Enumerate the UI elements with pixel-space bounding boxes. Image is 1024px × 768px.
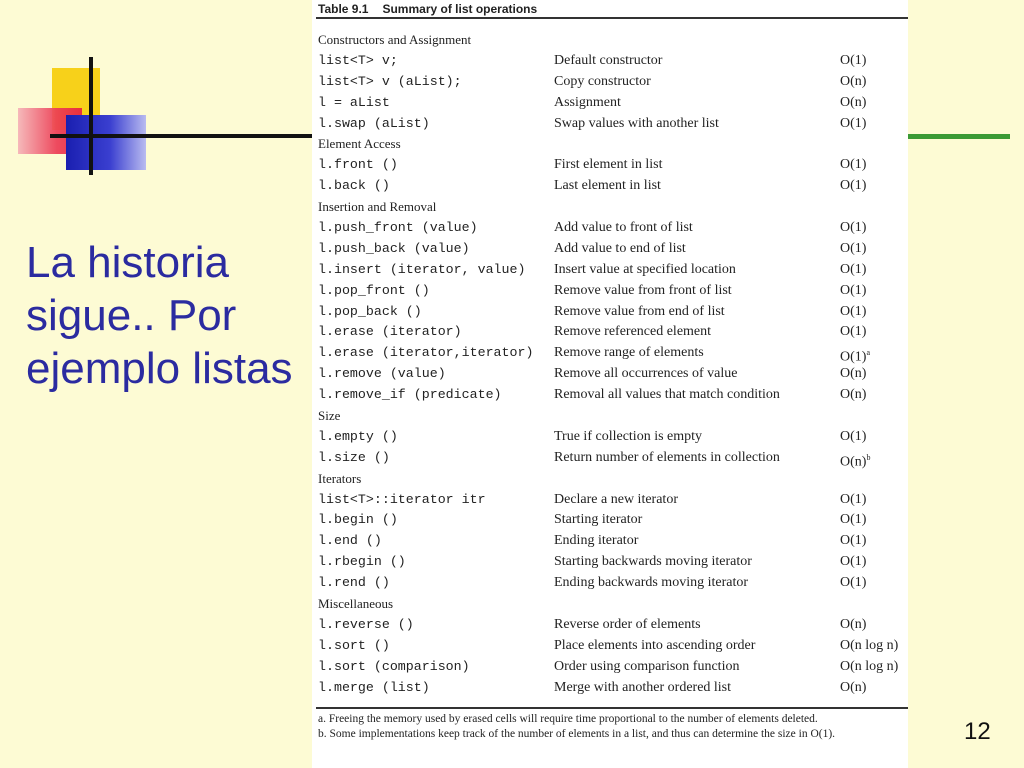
complexity-cell [840,615,866,636]
table-title [318,2,537,16]
operation-cell: l.empty () [318,428,398,444]
description-cell: Default constructor [554,52,663,68]
description-cell: Ending iterator [554,533,639,549]
operation-cell: l = aList [318,94,390,110]
table-row [318,281,908,302]
complexity-cell [840,678,866,699]
table-row [318,239,908,260]
description-cell: First element in list [554,157,663,173]
operation-cell: l.remove (value) [318,366,446,382]
operation-cell: l.sort () [318,637,390,653]
description-cell: Starting backwards moving iterator [554,554,752,570]
complexity-value: O(n log n) [840,658,899,674]
operation-cell: l.back () [318,178,390,194]
description-cell: Ending backwards moving iterator [554,575,749,591]
table-row [318,322,908,343]
table-row [318,114,908,135]
description-cell: Remove range of elements [554,345,704,361]
table-row [318,427,908,448]
complexity-cell [840,51,866,72]
complexity-value: O(1) [840,575,867,591]
table-row [318,678,908,699]
table-row [318,176,908,197]
section-header-row [318,594,908,615]
complexity-value: O(n) [840,366,867,382]
description-cell: Merge with another ordered list [554,679,732,695]
table-top-rule [316,17,908,19]
table-row [318,531,908,552]
operation-cell: l.pop_back () [318,303,422,319]
table-row [318,93,908,114]
complexity-value: O(n) [840,73,867,89]
description-cell: Reverse order of elements [554,616,701,632]
complexity-value: O(1) [840,303,867,319]
complexity-value: O(n) [840,679,867,695]
operation-cell: l.begin () [318,512,398,528]
complexity-cell [840,552,866,573]
complexity-value: O(1) [840,52,867,68]
complexity-cell [840,260,866,281]
operation-cell: l.size () [318,449,390,465]
complexity-cell [840,72,866,93]
complexity-value: O(1) [840,240,867,256]
horizontal-black-line [50,134,314,138]
operation-cell: l.erase (iterator,iterator) [318,345,534,361]
operation-cell: l.remove_if (predicate) [318,387,502,403]
complexity-cell [840,531,866,552]
complexity-value: O(n log n) [840,637,899,653]
table-row [318,72,908,93]
operation-cell: l.push_back (value) [318,240,470,256]
section-header-row [318,406,908,427]
description-cell: Swap values with another list [554,115,719,131]
section-label: Insertion and Removal [318,199,437,215]
complexity-value: O(1) [840,324,867,340]
table-footnotes [318,713,908,743]
complexity-cell [840,364,866,385]
description-cell: Starting iterator [554,512,643,528]
page-number: 12 [964,718,991,745]
table-row [318,552,908,573]
complexity-value: O(1) [840,157,867,173]
section-header-row [318,30,908,51]
description-cell: Copy constructor [554,73,651,89]
complexity-cell [840,636,898,657]
description-cell: Remove value from end of list [554,303,725,319]
slide-heading: La historia sigue.. Por ejemplo listas [26,238,293,393]
complexity-cell [840,176,866,197]
vertical-black-line [89,57,93,175]
table-row [318,302,908,323]
operation-cell: l.front () [318,157,398,173]
table-row [318,343,908,364]
section-header-row [318,134,908,155]
blue-square-shape [66,115,146,170]
description-cell: Remove all occurrences of value [554,366,738,382]
footnote-b: b. Some implementations keep track of the number of elements in a list, and thus can determine the size in O(1). [318,728,836,740]
table-row [318,490,908,511]
footnote-a: a. Freeing the memory used by erased cells will require time proportional to the number of elements deleted. [318,713,818,725]
complexity-value: O(1) [840,554,867,570]
complexity-value: O(1) [840,428,867,444]
operation-cell: l.rend () [318,575,390,591]
section-label: Size [318,408,341,424]
footnote-marker: b [866,452,871,462]
complexity-value: O(1) [840,261,867,277]
complexity-cell [840,573,866,594]
operation-cell: l.sort (comparison) [318,658,470,674]
complexity-cell [840,93,866,114]
table-row [318,260,908,281]
description-cell: Remove referenced element [554,324,712,340]
table-row [318,615,908,636]
table-caption: Summary of list operations [382,2,538,16]
description-cell: Add value to front of list [554,220,693,236]
operation-cell: l.pop_front () [318,282,430,298]
section-label: Iterators [318,470,362,486]
decorative-logo [0,0,150,190]
table-row [318,573,908,594]
table-label: Table 9.1 [318,2,369,16]
description-cell: Return number of elements in collection [554,449,780,465]
operation-cell: l.end () [318,533,382,549]
operation-cell: l.erase (iterator) [318,324,462,340]
complexity-cell [840,427,866,448]
complexity-value: O(1) [840,512,867,528]
description-cell: Remove value from front of list [554,282,732,298]
description-cell: Place elements into ascending order [554,637,756,653]
complexity-cell [840,385,866,406]
description-cell: Insert value at specified location [554,261,736,277]
table-bottom-rule [316,707,908,709]
table-row [318,218,908,239]
table-row [318,364,908,385]
complexity-value: O(1) [840,282,867,298]
complexity-cell [840,155,866,176]
complexity-value: O(1) [840,115,867,131]
table-row [318,448,908,469]
complexity-value: O(1) [840,178,867,194]
operation-cell: l.push_front (value) [318,220,478,236]
operation-cell: list<T>::iterator itr [318,491,486,507]
complexity-value: O(n) [840,94,867,110]
operation-cell: l.reverse () [318,616,414,632]
section-label: Miscellaneous [318,596,394,612]
section-header-row [318,197,908,218]
description-cell: Removal all values that match condition [554,387,780,403]
green-accent-line [906,134,1010,139]
operation-cell: list<T> v (aList); [318,73,462,89]
complexity-value: O(n) [840,616,867,632]
complexity-value: O(1) [840,491,867,507]
operation-cell: l.merge (list) [318,679,430,695]
table-row [318,636,908,657]
description-cell: Declare a new iterator [554,491,678,507]
table-body [318,30,908,699]
complexity-cell [840,490,866,511]
description-cell: Add value to end of list [554,240,686,256]
description-cell: Order using comparison function [554,658,740,674]
complexity-cell [840,114,866,135]
description-cell: Assignment [554,94,621,110]
complexity-value: O(1) [840,350,867,366]
table-row [318,51,908,72]
description-cell: True if collection is empty [554,428,703,444]
description-cell: Last element in list [554,178,661,194]
complexity-cell [840,510,866,531]
table-row [318,510,908,531]
footnote-marker: a [866,348,870,358]
table-row [318,155,908,176]
operation-cell: l.insert (iterator, value) [318,261,526,277]
table-row [318,385,908,406]
complexity-value: O(1) [840,220,867,236]
list-operations-table-image [312,0,908,768]
operation-cell: l.rbegin () [318,554,406,570]
complexity-cell [840,302,866,323]
complexity-value: O(1) [840,533,867,549]
operation-cell: l.swap (aList) [318,115,430,131]
complexity-cell [840,322,866,343]
complexity-value: O(n) [840,387,867,403]
complexity-cell [840,218,866,239]
complexity-cell [840,239,866,260]
table-row [318,657,908,678]
section-label: Constructors and Assignment [318,32,472,47]
section-label: Element Access [318,136,401,152]
complexity-value: O(n) [840,454,867,470]
complexity-cell [840,281,866,302]
section-header-row [318,469,908,490]
complexity-cell [840,657,898,678]
operation-cell: list<T> v; [318,52,398,68]
